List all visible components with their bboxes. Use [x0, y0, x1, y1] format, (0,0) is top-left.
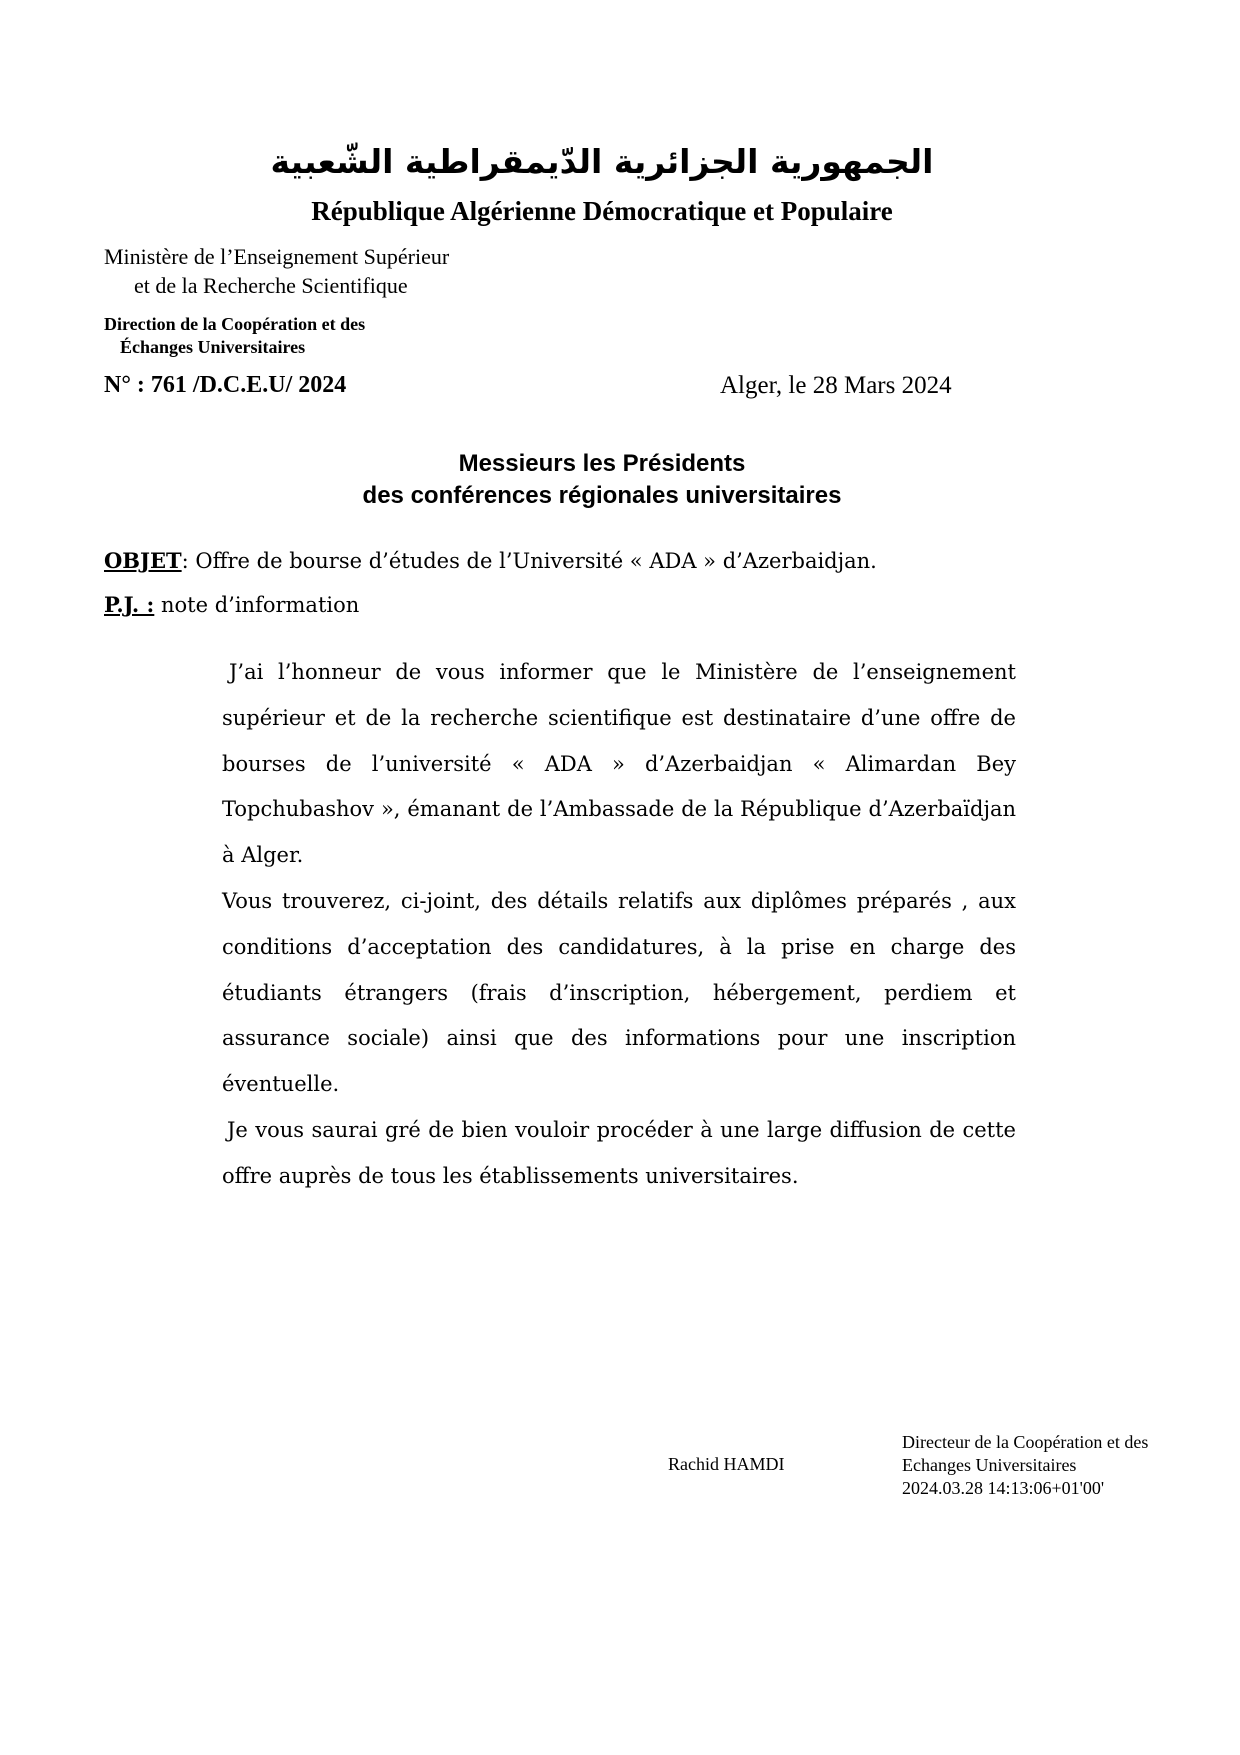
attachment-line — [104, 592, 359, 617]
republic-title: République Algérienne Démocratique et Populaire — [311, 196, 893, 226]
ministry-line-2: et de la Recherche Scientifique — [134, 273, 408, 298]
body-paragraph-1: J’ai l’honneur de vous informer que le Ministère de l’enseignement supérieur et de la recherche scientifique est destinataire d’une offre de bourses de l’université « ADA » d’Azerbaidjan « Alimardan Bey Topchubashov », émanant de l’Ambassade de la République d’Azerbaïdjan à Alger. — [222, 660, 1016, 868]
ministry-line-1: Ministère de l’Enseignement Supérieur — [104, 244, 450, 269]
digital-signature-block — [902, 1431, 1148, 1500]
signer-name: Rachid HAMDI — [668, 1454, 785, 1474]
signature-title-line-1: Directeur de la Coopération et des — [902, 1432, 1149, 1452]
pj-label: P.J. : — [104, 592, 155, 617]
signature-timestamp: 2024.03.28 14:13:06+01'00' — [902, 1478, 1105, 1498]
signature-title-line-2: Echanges Universitaires — [902, 1455, 1077, 1475]
letter-body — [222, 650, 1016, 1200]
recipient-line-2: des conférences régionales universitaires — [362, 482, 842, 509]
recipient-block — [0, 448, 1204, 512]
direction-line-1: Direction de la Coopération et des — [104, 314, 366, 334]
objet-label: OBJET — [104, 548, 182, 573]
arabic-title: الجمهورية الجزائرية الدّيمقراطية الشّعبية — [270, 142, 934, 181]
objet-text: : Offre de bourse d’études de l’Université « ADA » d’Azerbaidjan. — [181, 549, 877, 573]
direction-header — [104, 313, 365, 359]
body-paragraph-2: Vous trouverez, ci-joint, des détails relatifs aux diplômes préparés , aux conditions d’acceptation des candidatures, à la prise en charge des étudiants étrangers (frais d’inscription, hébergement, perdiem et assurance sociale) ainsi que des informations pour une inscription éventuelle. — [222, 888, 1016, 1097]
body-paragraph-3: Je vous saurai gré de bien vouloir procéder à une large diffusion de cette offre auprès de tous les établissements universitaires. — [222, 1117, 1016, 1188]
reference-number: N° : 761 /D.C.E.U/ 2024 — [104, 372, 347, 398]
ministry-header — [104, 242, 449, 300]
recipient-line-1: Messieurs les Présidents — [458, 450, 746, 477]
letter-date: Alger, le 28 Mars 2024 — [720, 372, 952, 399]
subject-line — [104, 548, 877, 573]
direction-line-2: Échanges Universitaires — [120, 337, 306, 357]
pj-text: note d’information — [154, 593, 360, 617]
